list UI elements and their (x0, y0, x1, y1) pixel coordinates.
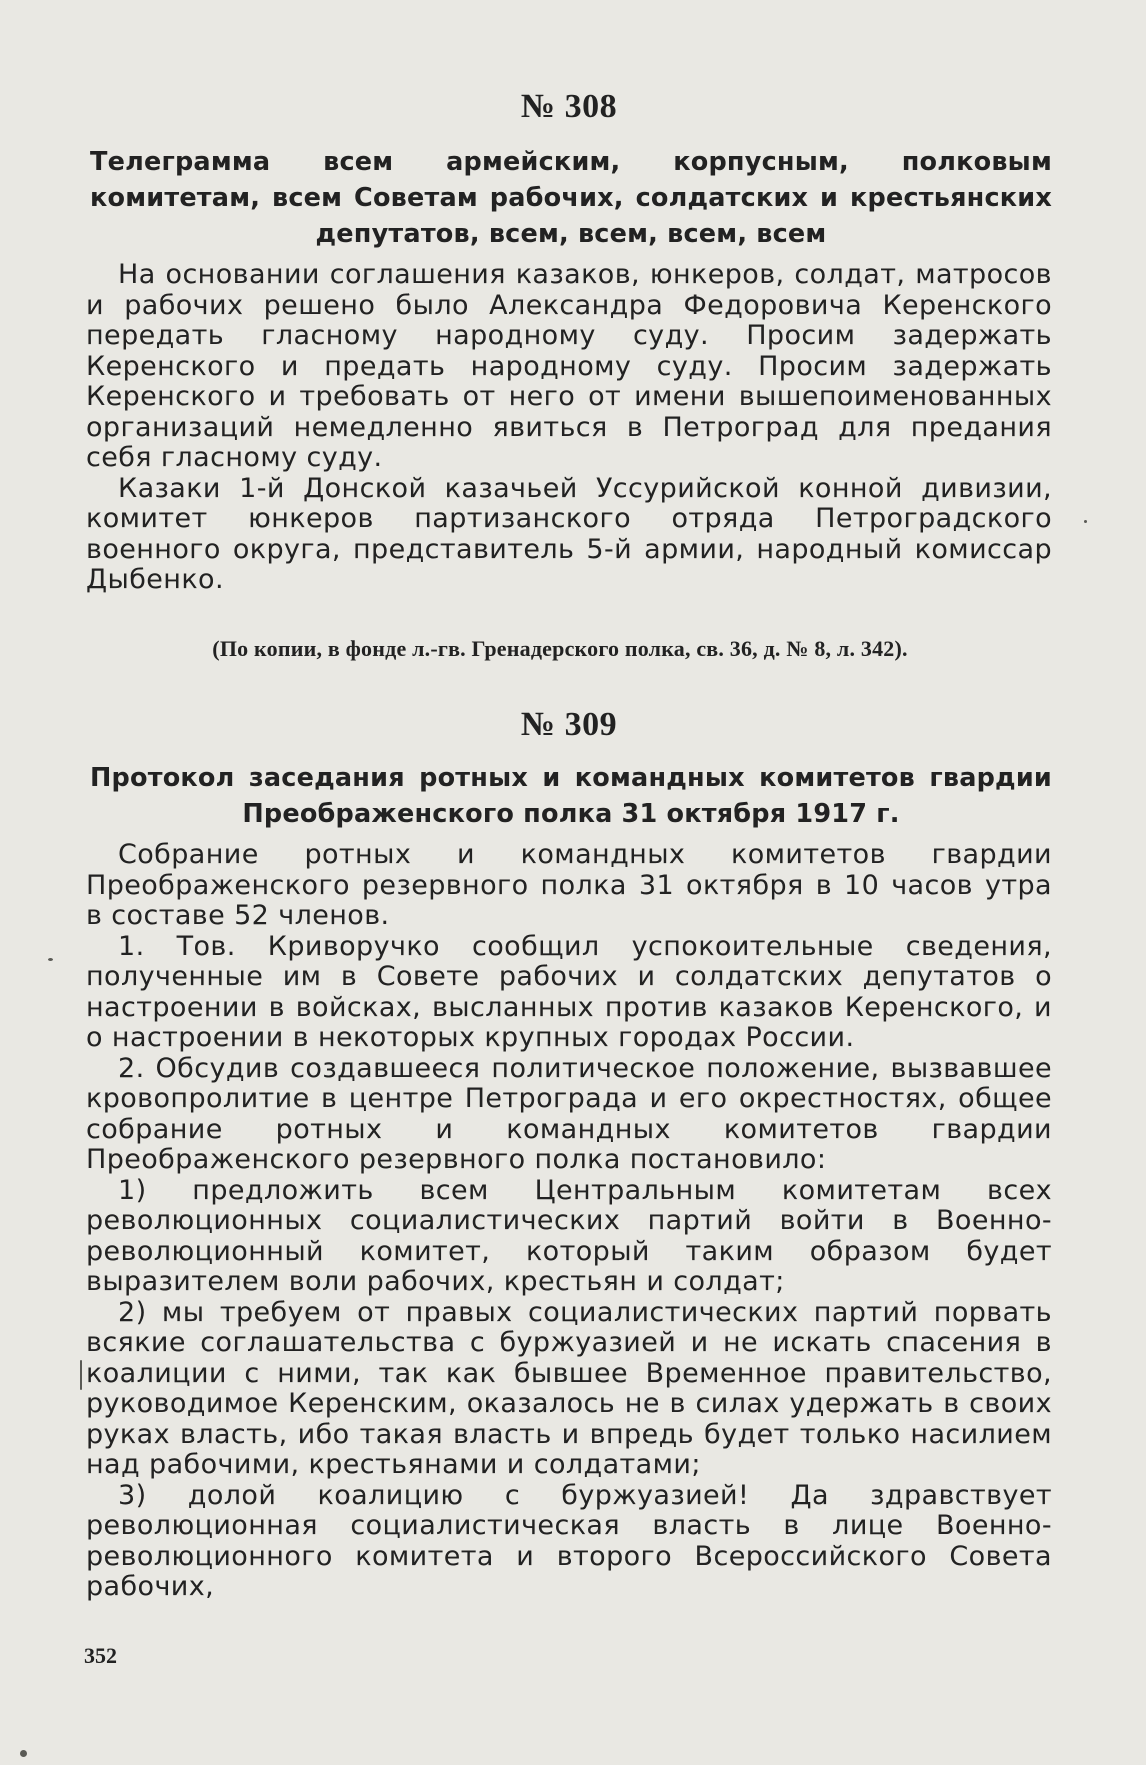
doc-309-number (86, 706, 1052, 744)
print-speck (20, 1750, 27, 1757)
doc-308-source-text: (По копии, в фонде л.-гв. Гренадерского полка, св. 36, д. № 8, л. 342). (212, 636, 908, 661)
doc-309-paragraph-3: 2. Обсудив создавшееся политическое положение, вызвавшее кровопролитие в центре Петрограда и его окрестностях, общее собрание ротных и командных комитетов гвардии Преображенского резервного полка постановило: (86, 1052, 1052, 1175)
doc-309-title (90, 760, 1052, 832)
print-speck (1084, 520, 1087, 523)
doc-309-paragraph-6: 3) долой коалицию с буржуазией! Да здравствует революционная социалистическая власть в лице Военно-революционного комитета и второго Всероссийского Совета рабочих, (86, 1479, 1052, 1602)
doc-309-number-text: № 309 (520, 706, 618, 743)
doc-308-title-text: Телеграмма всем армейским, корпусным, полковым комитетам, всем Советам рабочих, солдатских и крестьянских депутатов, всем, всем, всем, всем (90, 147, 1052, 249)
doc-309-paragraph-5: 2) мы требуем от правых социалистических партий порвать всякие соглашательства с буржуазией и не искать спасения в коалиции с ними, так как бывшее Временное правительство, руководимое Керенским, оказалось не в силах удержать в своих руках власть, ибо такая власть и впредь будет только насилием над рабочими, крестьянами и солдатами; (86, 1296, 1052, 1480)
doc-308-paragraph-1: На основании соглашения казаков, юнкеров, солдат, матросов и рабочих решено было Александра Федоровича Керенского передать гласному народному суду. Просим задержать Керенского и предать народному суду. Просим задержать Керенского и требовать от него от имени вышепоименованных организаций немедленно явиться в Петроград для предания себя гласному суду. (86, 259, 1052, 473)
doc-308-source (110, 636, 1010, 662)
print-speck (80, 1360, 82, 1390)
doc-308-body (86, 260, 1052, 596)
print-speck (48, 958, 53, 961)
doc-308-number-text: № 308 (520, 88, 618, 125)
doc-308-paragraph-2: Казаки 1-й Донской казачьей Уссурийской конной дивизии, комитет юнкеров партизанского отряда Петроградского военного округа, представитель 5-й армии, народный комиссар Дыбенко. (86, 472, 1052, 595)
doc-308-number (86, 88, 1052, 126)
page-number: 352 (84, 1643, 117, 1668)
doc-309-paragraph-1: Собрание ротных и командных комитетов гвардии Преображенского резервного полка 31 октября в 10 часов утра в составе 52 членов. (86, 839, 1052, 931)
doc-309-paragraph-4: 1) предложить всем Центральным комитетам всех революционных социалистических партий войти в Военно-революционный комитет, который таким образом будет выразителем воли рабочих, крестьян и солдат; (86, 1174, 1052, 1297)
doc-309-title-text: Протокол заседания ротных и командных комитетов гвардии Преображенского полка 31 октября 1917 г. (90, 763, 1052, 829)
doc-309-paragraph-2: 1. Тов. Криворучко сообщил успокоительные сведения, полученные им в Совете рабочих и солдатских депутатов о настроении в войсках, высланных против казаков Керенского, и о настроении в некоторых крупных городах России. (86, 930, 1052, 1053)
doc-309-body (86, 840, 1052, 1603)
doc-308-title (90, 144, 1052, 252)
